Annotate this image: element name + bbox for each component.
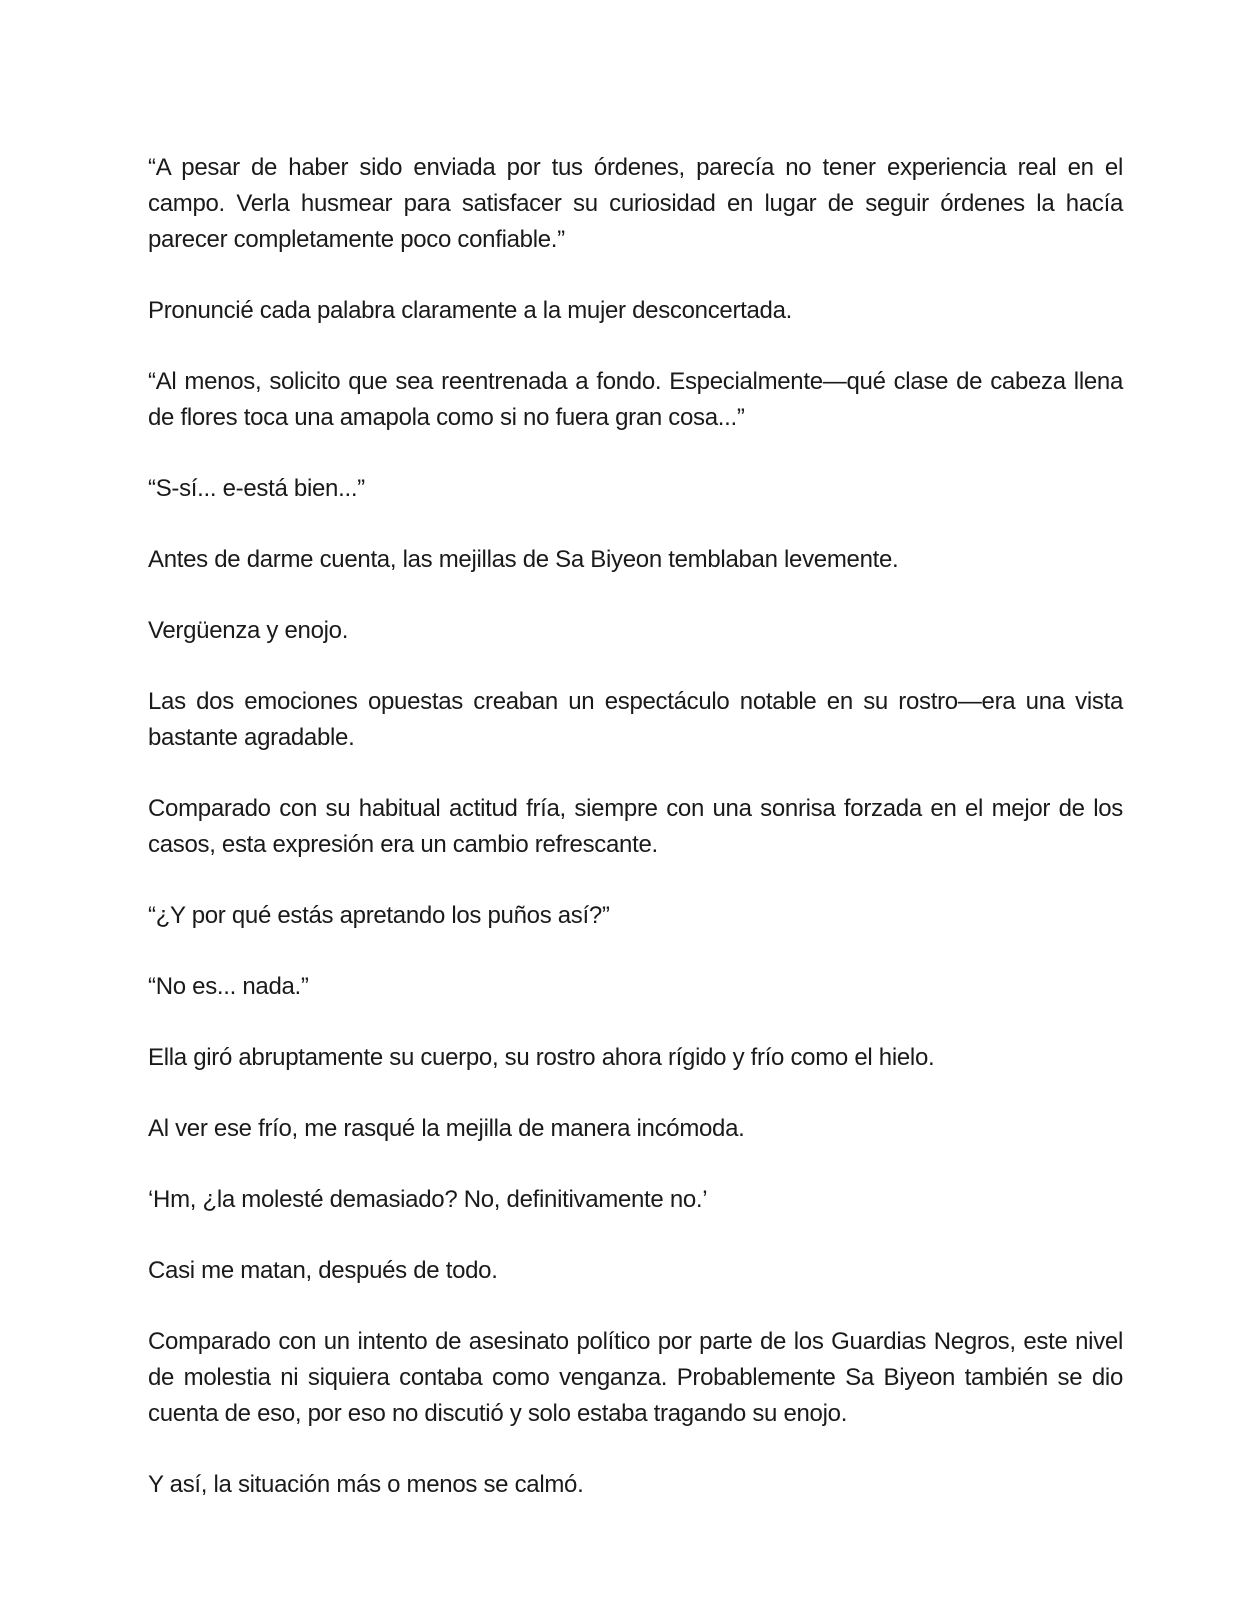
paragraph: Ella giró abruptamente su cuerpo, su rostro ahora rígido y frío como el hielo.	[148, 1044, 935, 1071]
paragraph: Comparado con su habitual actitud fría, siempre con una sonrisa forzada en el mejor de los casos, esta expresión era un cambio refrescante.	[148, 795, 1123, 858]
paragraph: Comparado con un intento de asesinato político por parte de los Guardias Negros, este nivel de molestia ni siquiera contaba como venganza. Probablemente Sa Biyeon también se dio cuenta de eso, por eso no discutió y solo estaba tragando su enojo.	[148, 1328, 1123, 1427]
paragraph: Pronuncié cada palabra claramente a la mujer desconcertada.	[148, 297, 793, 324]
paragraph: Vergüenza y enojo.	[148, 617, 349, 644]
document-body	[148, 150, 1123, 1538]
paragraph: Las dos emociones opuestas creaban un espectáculo notable en su rostro—era una vista bastante agradable.	[148, 688, 1123, 751]
paragraph: Antes de darme cuenta, las mejillas de Sa Biyeon temblaban levemente.	[148, 546, 899, 573]
paragraph: “Al menos, solicito que sea reentrenada a fondo. Especialmente—qué clase de cabeza llena de flores toca una amapola como si no fuera gran cosa...”	[148, 368, 1123, 431]
paragraph: Al ver ese frío, me rasqué la mejilla de manera incómoda.	[148, 1115, 745, 1142]
paragraph: “No es... nada.”	[148, 973, 309, 1000]
paragraph: Casi me matan, después de todo.	[148, 1257, 498, 1284]
paragraph: “S-sí... e-está bien...”	[148, 475, 365, 502]
paragraph: “¿Y por qué estás apretando los puños así?”	[148, 902, 610, 929]
paragraph: ‘Hm, ¿la molesté demasiado? No, definitivamente no.’	[148, 1186, 708, 1213]
paragraph: Y así, la situación más o menos se calmó.	[148, 1471, 584, 1498]
paragraph: “A pesar de haber sido enviada por tus órdenes, parecía no tener experiencia real en el campo. Verla husmear para satisfacer su curiosidad en lugar de seguir órdenes la hacía parecer completamente poco confiable.”	[148, 154, 1123, 253]
